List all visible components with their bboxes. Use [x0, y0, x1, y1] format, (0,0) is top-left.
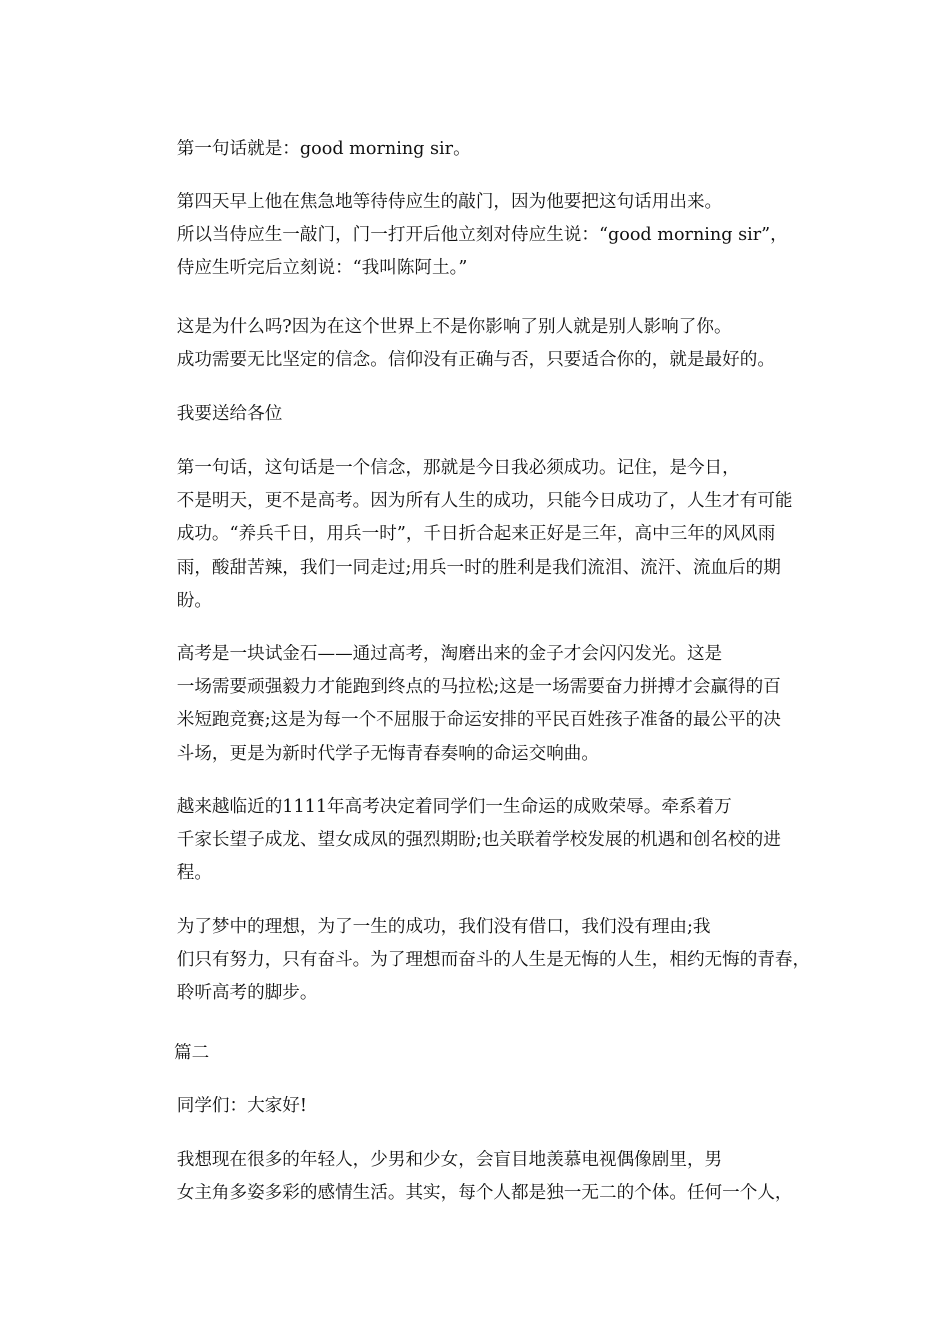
- text-line: 第四天早上他在焦急地等待侍应生的敲门，因为他要把这句话用出来。: [176, 192, 723, 212]
- paragraph-young-people: [138, 1144, 828, 1210]
- text-line: 千家长望子成龙、望女成凤的强烈期盼;也关联着学校发展的机遇和创名校的进: [176, 830, 781, 851]
- text-line: 所以当侍应生一敲门，门一打开后他立刻对侍应生说：“good morning sir”，: [176, 225, 788, 246]
- text-line: 侍应生听完后立刻说：“我叫陈阿土。”: [176, 258, 468, 279]
- text-line: 我要送给各位: [176, 404, 283, 424]
- paragraph-waiter-story: [138, 186, 828, 286]
- text-line: 这是为什么吗?因为在这个世界上不是你影响了别人就是别人影响了你。: [176, 317, 732, 337]
- paragraph-belief: [138, 311, 828, 377]
- paragraph-dream: [138, 911, 828, 1011]
- text-line: 斗场，更是为新时代学子无悔青春奏响的命运交响曲。: [176, 743, 599, 764]
- text-line: 一场需要顽强毅力才能跑到终点的马拉松;这是一场需要奋力拼搏才会赢得的百: [176, 677, 781, 698]
- text-line: 不是明天，更不是高考。因为所有人生的成功，只能今日成功了，人生才有可能: [176, 491, 793, 512]
- text-line: 同学们：大家好!: [176, 1096, 307, 1116]
- text-line: 雨，酸甜苦辣，我们一同走过;用兵一时的胜利是我们流泪、流汗、流血后的期: [176, 557, 781, 578]
- text-line: 第一句话，这句话是一个信念，那就是今日我必须成功。记住，是今日，: [176, 458, 740, 478]
- text-line: 越来越临近的1111年高考决定着同学们一生命运的成败荣辱。牵系着万: [176, 797, 732, 817]
- paragraph-today-success: [138, 452, 828, 618]
- paragraph-greeting-line: [138, 133, 828, 166]
- paragraph-salutation: [138, 1090, 828, 1123]
- text-line: 米短跑竞赛;这是为每一个不屈服于命运安排的平民百姓孩子准备的最公平的决: [176, 710, 781, 731]
- text-line: 篇二: [174, 1043, 210, 1063]
- text-line: 高考是一块试金石——通过高考，淘磨出来的金子才会闪闪发光。这是: [176, 644, 723, 664]
- text-line: 成功需要无比坚定的信念。信仰没有正确与否，只要适合你的，就是最好的。: [176, 350, 775, 371]
- text-line: 第一句话就是：good morning sir。: [176, 139, 471, 159]
- section-heading: [174, 1037, 209, 1070]
- text-line: 成功。“养兵千日，用兵一时”，千日折合起来正好是三年，高中三年的风风雨: [176, 524, 776, 545]
- text-line: 女主角多姿多彩的感情生活。其实，每个人都是独一无二的个体。任何一个人，: [176, 1183, 793, 1204]
- text-line: 为了梦中的理想，为了一生的成功，我们没有借口，我们没有理由;我: [176, 917, 711, 937]
- paragraph-gift-intro: [138, 398, 828, 431]
- text-line: 们只有努力，只有奋斗。为了理想而奋斗的人生是无悔的人生，相约无悔的青春，: [176, 950, 811, 971]
- paragraph-exam-fate: [138, 791, 828, 891]
- text-line: 盼。: [176, 590, 212, 611]
- text-line: 聆听高考的脚步。: [176, 983, 318, 1004]
- paragraph-touchstone: [138, 638, 828, 771]
- text-line: 程。: [176, 863, 212, 884]
- text-line: 我想现在很多的年轻人，少男和少女，会盲目地羡慕电视偶像剧里，男: [176, 1150, 723, 1170]
